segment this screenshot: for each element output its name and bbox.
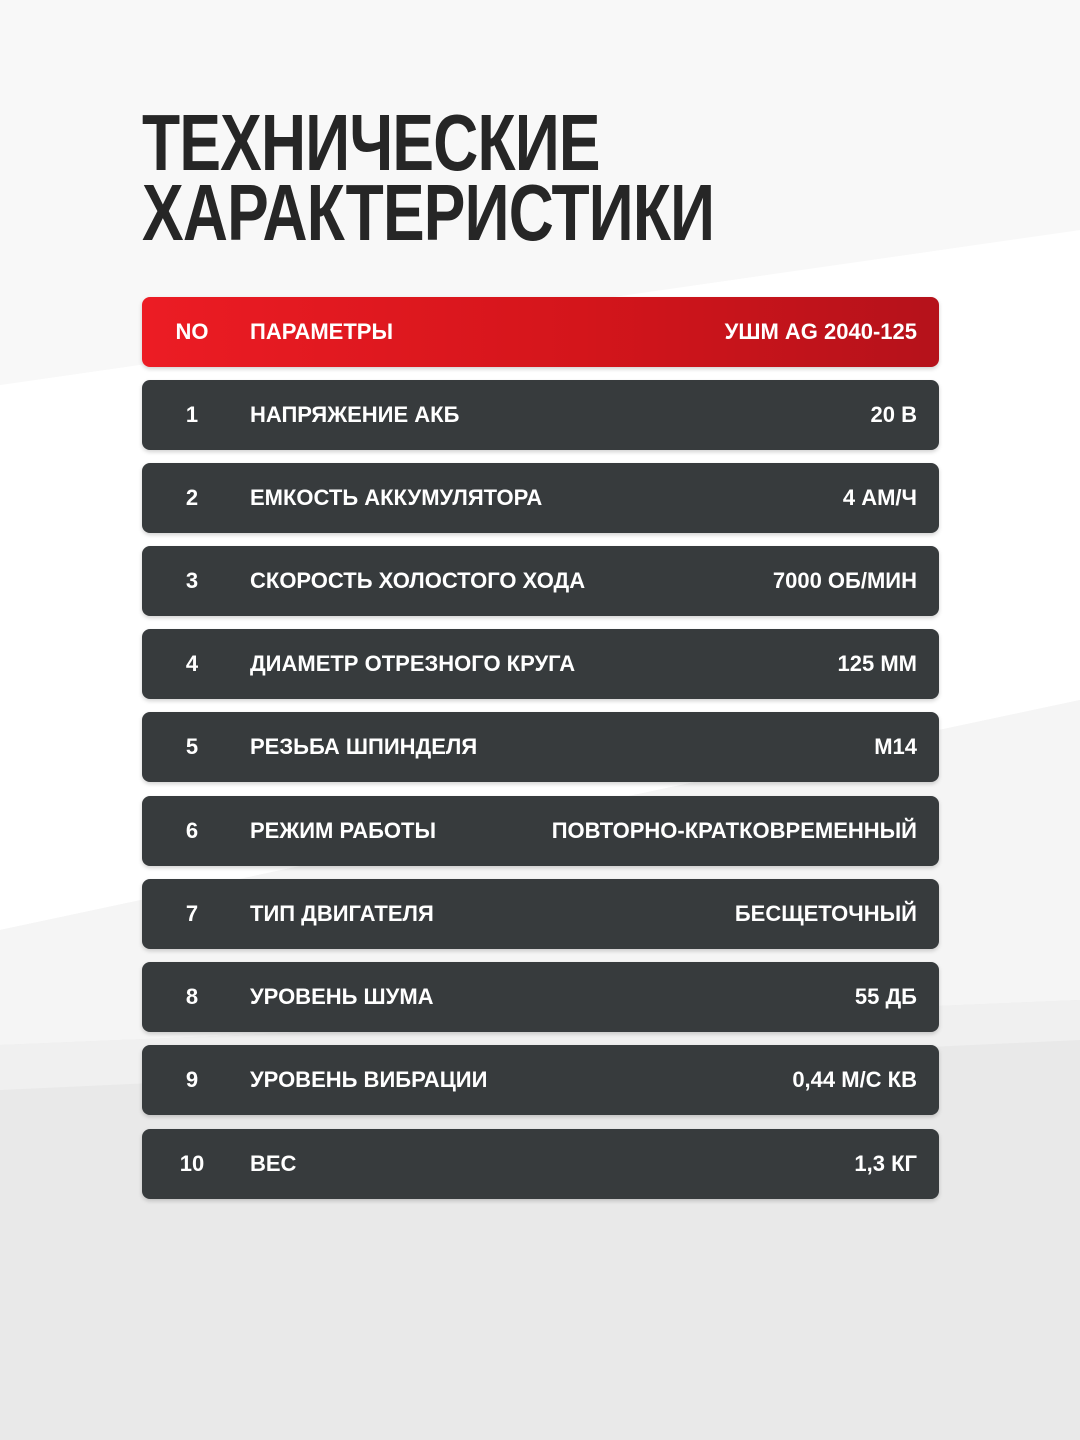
row-parameter: НАПРЯЖЕНИЕ АКБ xyxy=(250,402,460,427)
row-value: 1,3 КГ xyxy=(854,1151,917,1176)
row-parameter: СКОРОСТЬ ХОЛОСТОГО ХОДА xyxy=(250,568,586,593)
table-row xyxy=(142,796,939,866)
row-value: 7000 ОБ/МИН xyxy=(772,568,917,593)
table-row xyxy=(142,380,939,450)
table-header xyxy=(142,297,939,367)
row-value: 125 ММ xyxy=(837,651,917,676)
row-parameter: РЕЖИМ РАБОТЫ xyxy=(250,818,437,843)
row-value: ПОВТОРНО-КРАТКОВРЕМЕННЫЙ xyxy=(551,818,917,843)
row-value: БЕСЩЕТОЧНЫЙ xyxy=(734,901,917,926)
table-row xyxy=(142,629,939,699)
table-row xyxy=(142,1129,939,1199)
row-number: 1 xyxy=(185,402,199,427)
row-number: 9 xyxy=(185,1067,199,1092)
row-value: 0,44 М/С КВ xyxy=(792,1067,917,1092)
row-number: 10 xyxy=(179,1151,205,1176)
row-value: 20 В xyxy=(870,402,917,427)
row-parameter: ДИАМЕТР ОТРЕЗНОГО КРУГА xyxy=(250,651,576,676)
row-parameter: УРОВЕНЬ ВИБРАЦИИ xyxy=(250,1067,488,1092)
header-model: УШМ AG 2040-125 xyxy=(724,319,917,344)
row-number: 5 xyxy=(185,734,199,759)
row-number: 6 xyxy=(185,818,199,843)
page-title xyxy=(142,98,715,257)
row-parameter: УРОВЕНЬ ШУМА xyxy=(250,984,434,1009)
row-number: 7 xyxy=(185,901,199,926)
page-title-line-1: ТЕХНИЧЕСКИЕ xyxy=(142,98,600,187)
header-parameters: ПАРАМЕТРЫ xyxy=(250,319,393,344)
table-row xyxy=(142,879,939,949)
table-row xyxy=(142,546,939,616)
row-parameter: РЕЗЬБА ШПИНДЕЛЯ xyxy=(250,734,478,759)
row-number: 2 xyxy=(185,485,199,510)
row-number: 3 xyxy=(185,568,199,593)
page-title-line-2: ХАРАКТЕРИСТИКИ xyxy=(142,168,715,257)
table-row xyxy=(142,962,939,1032)
table-row xyxy=(142,712,939,782)
row-parameter: ТИП ДВИГАТЕЛЯ xyxy=(250,901,434,926)
row-number: 4 xyxy=(185,651,199,676)
header-no: NO xyxy=(175,319,209,344)
row-parameter: ВЕС xyxy=(250,1151,297,1176)
row-number: 8 xyxy=(185,984,199,1009)
row-value: М14 xyxy=(874,734,917,759)
row-value: 4 АМ/Ч xyxy=(842,485,917,510)
row-value: 55 ДБ xyxy=(854,984,917,1009)
table-row xyxy=(142,1045,939,1115)
table-row xyxy=(142,463,939,533)
row-parameter: ЕМКОСТЬ АККУМУЛЯТОРА xyxy=(250,485,543,510)
